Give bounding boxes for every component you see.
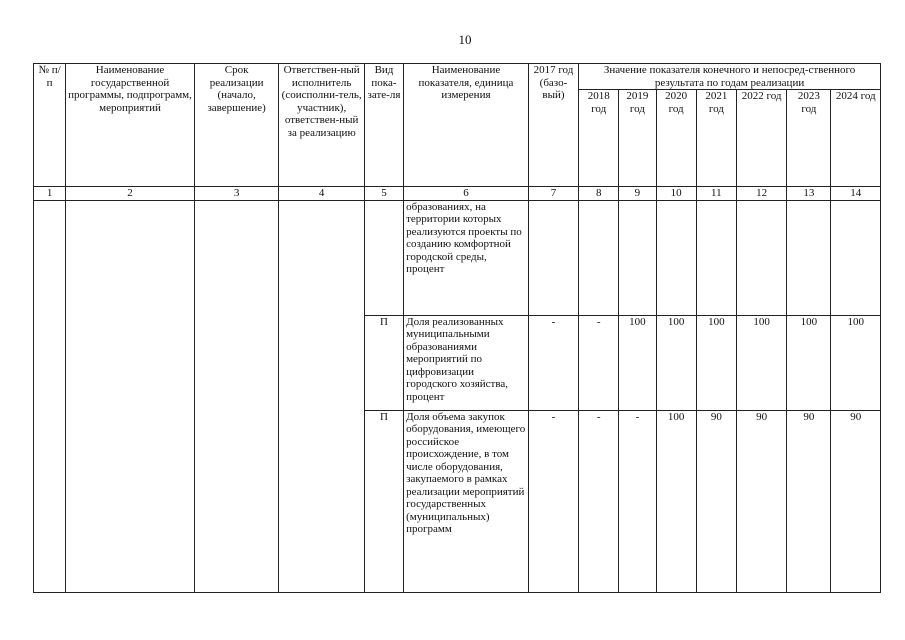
column-number: 11 — [696, 187, 736, 201]
header-indicator-type: Вид пока-зате-ля — [364, 64, 403, 187]
base-value: - — [528, 315, 578, 410]
value-2023: 90 — [787, 410, 831, 592]
value-2019 — [619, 200, 656, 315]
value-2019: 100 — [619, 315, 656, 410]
cell-program-empty — [66, 200, 195, 592]
column-numbers-row — [34, 187, 881, 201]
column-number: 1 — [34, 187, 66, 201]
column-number: 2 — [66, 187, 195, 201]
value-2022: 100 — [736, 315, 786, 410]
cell-number-empty — [34, 200, 66, 592]
column-number: 10 — [656, 187, 696, 201]
column-number: 9 — [619, 187, 656, 201]
value-2018: - — [579, 315, 619, 410]
indicator-name: Доля реализованных муниципальными образованиями мероприятий по цифровизации городского хозяйства, процент — [404, 315, 529, 410]
header-number: № п/п — [34, 64, 66, 187]
header-responsible: Ответствен-ный исполнитель (соисполни-тель, участник), ответствен-ный за реализацию — [279, 64, 364, 187]
header-term: Срок реализации (начало, завершение) — [194, 64, 278, 187]
column-number: 7 — [528, 187, 578, 201]
column-number: 5 — [364, 187, 403, 201]
indicator-name: Доля объема закупок оборудования, имеющего российское происхождение, в том числе оборудования, закупаемого в рамках реализации мероприятий государственных (муниципальных) программ — [404, 410, 529, 592]
cell-term-empty — [194, 200, 278, 592]
header-year-2019: 2019 год — [619, 90, 656, 187]
header-values-group: Значение показателя конечного и непосред-ственного результата по годам реализации — [579, 64, 881, 90]
value-2024: 100 — [831, 315, 881, 410]
value-2021: 100 — [696, 315, 736, 410]
base-value — [528, 200, 578, 315]
header-year-2021: 2021 год — [696, 90, 736, 187]
header-program-name: Наименование государственной программы, подпрограмм, мероприятий — [66, 64, 195, 187]
value-2021 — [696, 200, 736, 315]
value-2022 — [736, 200, 786, 315]
column-number: 4 — [279, 187, 364, 201]
value-2023: 100 — [787, 315, 831, 410]
indicator-type: П — [364, 410, 403, 592]
value-2020 — [656, 200, 696, 315]
header-year-2024: 2024 год — [831, 90, 881, 187]
value-2019: - — [619, 410, 656, 592]
header-base-year: 2017 год (базо-вый) — [528, 64, 578, 187]
indicator-name: образованиях, на территории которых реализуются проекты по созданию комфортной городской среды, процент — [404, 200, 529, 315]
page-number: 10 — [458, 32, 472, 47]
header-year-2023: 2023 год — [787, 90, 831, 187]
value-2018: - — [579, 410, 619, 592]
column-number: 12 — [736, 187, 786, 201]
value-2023 — [787, 200, 831, 315]
column-number: 8 — [579, 187, 619, 201]
value-2020: 100 — [656, 315, 696, 410]
header-indicator-name: Наименование показателя, единица измерения — [404, 64, 529, 187]
column-number: 6 — [404, 187, 529, 201]
indicator-type: П — [364, 315, 403, 410]
cell-responsible-empty — [279, 200, 364, 592]
value-2021: 90 — [696, 410, 736, 592]
value-2018 — [579, 200, 619, 315]
indicator-type — [364, 200, 403, 315]
table-row — [34, 200, 881, 315]
column-number: 3 — [194, 187, 278, 201]
column-number: 13 — [787, 187, 831, 201]
value-2020: 100 — [656, 410, 696, 592]
value-2024 — [831, 200, 881, 315]
value-2024: 90 — [831, 410, 881, 592]
header-year-2022: 2022 год — [736, 90, 786, 187]
column-number: 14 — [831, 187, 881, 201]
indicators-table — [33, 63, 881, 593]
header-year-2020: 2020 год — [656, 90, 696, 187]
base-value: - — [528, 410, 578, 592]
header-year-2018: 2018 год — [579, 90, 619, 187]
value-2022: 90 — [736, 410, 786, 592]
